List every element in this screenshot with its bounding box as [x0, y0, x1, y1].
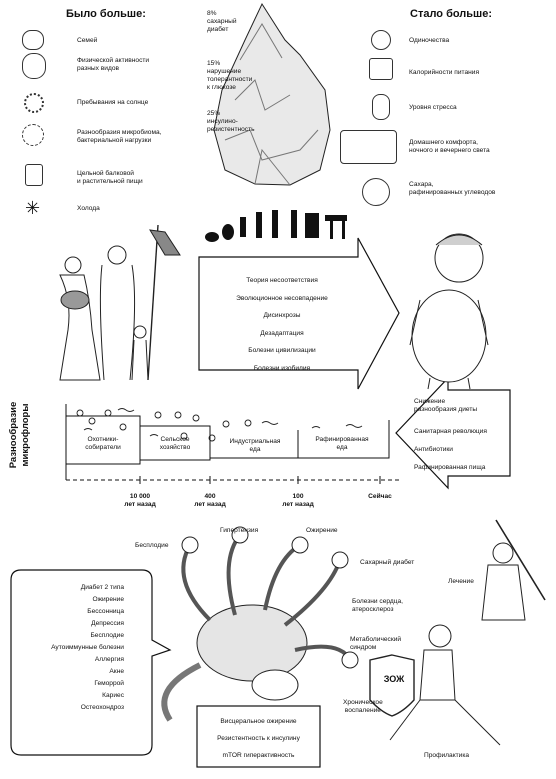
label-metabolic: Метаболический синдром: [350, 636, 402, 651]
disease-item: Аутоиммунные болезни: [51, 644, 124, 651]
sun-icon: [24, 93, 44, 113]
pedestal-item: Висцеральное ожирение: [220, 718, 297, 725]
obese-man-drawing: [410, 234, 488, 389]
left-item-2: Пребывания на солнце: [77, 99, 149, 106]
iceberg-stat-2: 25% инсулино- резистентность: [207, 110, 255, 133]
label-obesity: Ожирение: [306, 527, 338, 534]
era-label: Сельское хозяйство: [159, 436, 191, 451]
tv-sofa-icon: [340, 130, 397, 164]
microbe-icon: [22, 124, 44, 146]
right-item-4: Сахара, рафинированных углеводов: [409, 181, 496, 196]
diseases-list: [18, 584, 124, 713]
timeline-label: Сейчас: [368, 493, 392, 500]
left-item-3: Разнообразия микробиома, бактериальной нагрузки: [77, 129, 162, 144]
disease-item: Бесплодие: [90, 632, 124, 639]
iceberg-stat-1: 15% нарушение толерантности к глюкозе: [207, 60, 253, 91]
cause-item: Санитарная революция: [414, 428, 487, 435]
right-item-3: Домашнего комфорта, ночного и вечернего света: [409, 139, 490, 154]
disease-item: Кариес: [102, 692, 124, 699]
label-inflammation: Хроническое воспаление: [343, 699, 383, 714]
label-prevention: Профилактика: [424, 752, 470, 759]
causes-list: [414, 398, 487, 476]
sugar-spoon-icon: [362, 178, 390, 206]
cause-item: Рафинированная пища: [414, 464, 486, 471]
left-item-1: Физической активности разных видов: [77, 57, 150, 72]
arrow-item: Дезадаптация: [260, 329, 304, 337]
right-item-1: Калорийности питания: [409, 69, 480, 76]
arrow-item: Эволюционное несовпадение: [236, 294, 328, 302]
left-item-0: Семей: [77, 37, 98, 44]
era-label: Рафинированная еда: [315, 436, 369, 451]
disease-item: Бессонница: [87, 608, 124, 615]
jars-icon: [369, 58, 393, 80]
left-header: Было больше:: [66, 8, 146, 20]
disease-item: Депрессия: [91, 620, 124, 627]
era-label: Охотники- собиратели: [85, 436, 121, 451]
shield-label: ЗОЖ: [383, 674, 405, 684]
family-icon: [22, 30, 44, 50]
disease-item: Аллергия: [94, 656, 124, 663]
timeline-label: 400 лет назад: [194, 493, 226, 508]
arrow-item: Теория несоответствия: [246, 277, 318, 284]
disease-item: Ожирение: [92, 596, 124, 603]
right-header: Стало больше:: [410, 8, 493, 20]
timeline-label: 10 000 лет назад: [124, 493, 156, 508]
label-treatment: Лечение: [448, 578, 474, 585]
cause-item: Снижение разнообразия диеты: [414, 398, 478, 413]
arrow-item: Болезни цивилизации: [248, 347, 316, 355]
label-diabetes: Сахарный диабет: [360, 559, 415, 566]
iceberg-stat-0: 8% сахарный диабет: [207, 10, 237, 33]
disease-item: Геморрой: [94, 680, 124, 687]
lonely-face-icon: [371, 30, 391, 50]
pedestal-list: [197, 713, 320, 764]
doctor-drawing: [482, 520, 545, 620]
disease-item: Остеохондроз: [80, 704, 124, 711]
pedestal-item: mTOR гиперактивность: [222, 752, 295, 759]
pedestal-item: Резистентность к инсулину: [217, 735, 300, 742]
label-hypertension: Гипертензия: [220, 527, 259, 534]
cause-item: Антибиотики: [414, 446, 453, 453]
arrow-item: Болезни изобилия: [253, 364, 311, 372]
family-drawing: [60, 225, 180, 380]
arrow-item: Дисинхрозы: [263, 312, 301, 320]
left-item-5: Холода: [77, 205, 100, 212]
hydra-drawing: [164, 527, 358, 720]
evolution-figures: [205, 210, 347, 242]
era-label: Индустриальная еда: [229, 438, 281, 453]
timeline-label: 100 лет назад: [282, 493, 314, 508]
stressed-person-icon: [372, 94, 390, 120]
disease-item: Диабет 2 типа: [80, 584, 124, 591]
right-item-2: Уровня стресса: [409, 104, 457, 111]
arrow-list: [212, 272, 352, 378]
disease-item: Акне: [109, 668, 124, 675]
food-icon: [25, 164, 43, 186]
archer-icon: [22, 53, 46, 79]
label-heart: Болезни сердца, атеросклероз: [352, 598, 404, 613]
left-item-4: Цельной балковой и растительной пищи: [77, 170, 143, 185]
snowflake-icon: ✳: [25, 198, 41, 218]
right-item-0: Одиночества: [409, 37, 450, 44]
label-infertility: Бесплодие: [135, 542, 169, 549]
microflora-title: Разнообразие микрофлоры: [8, 401, 31, 469]
